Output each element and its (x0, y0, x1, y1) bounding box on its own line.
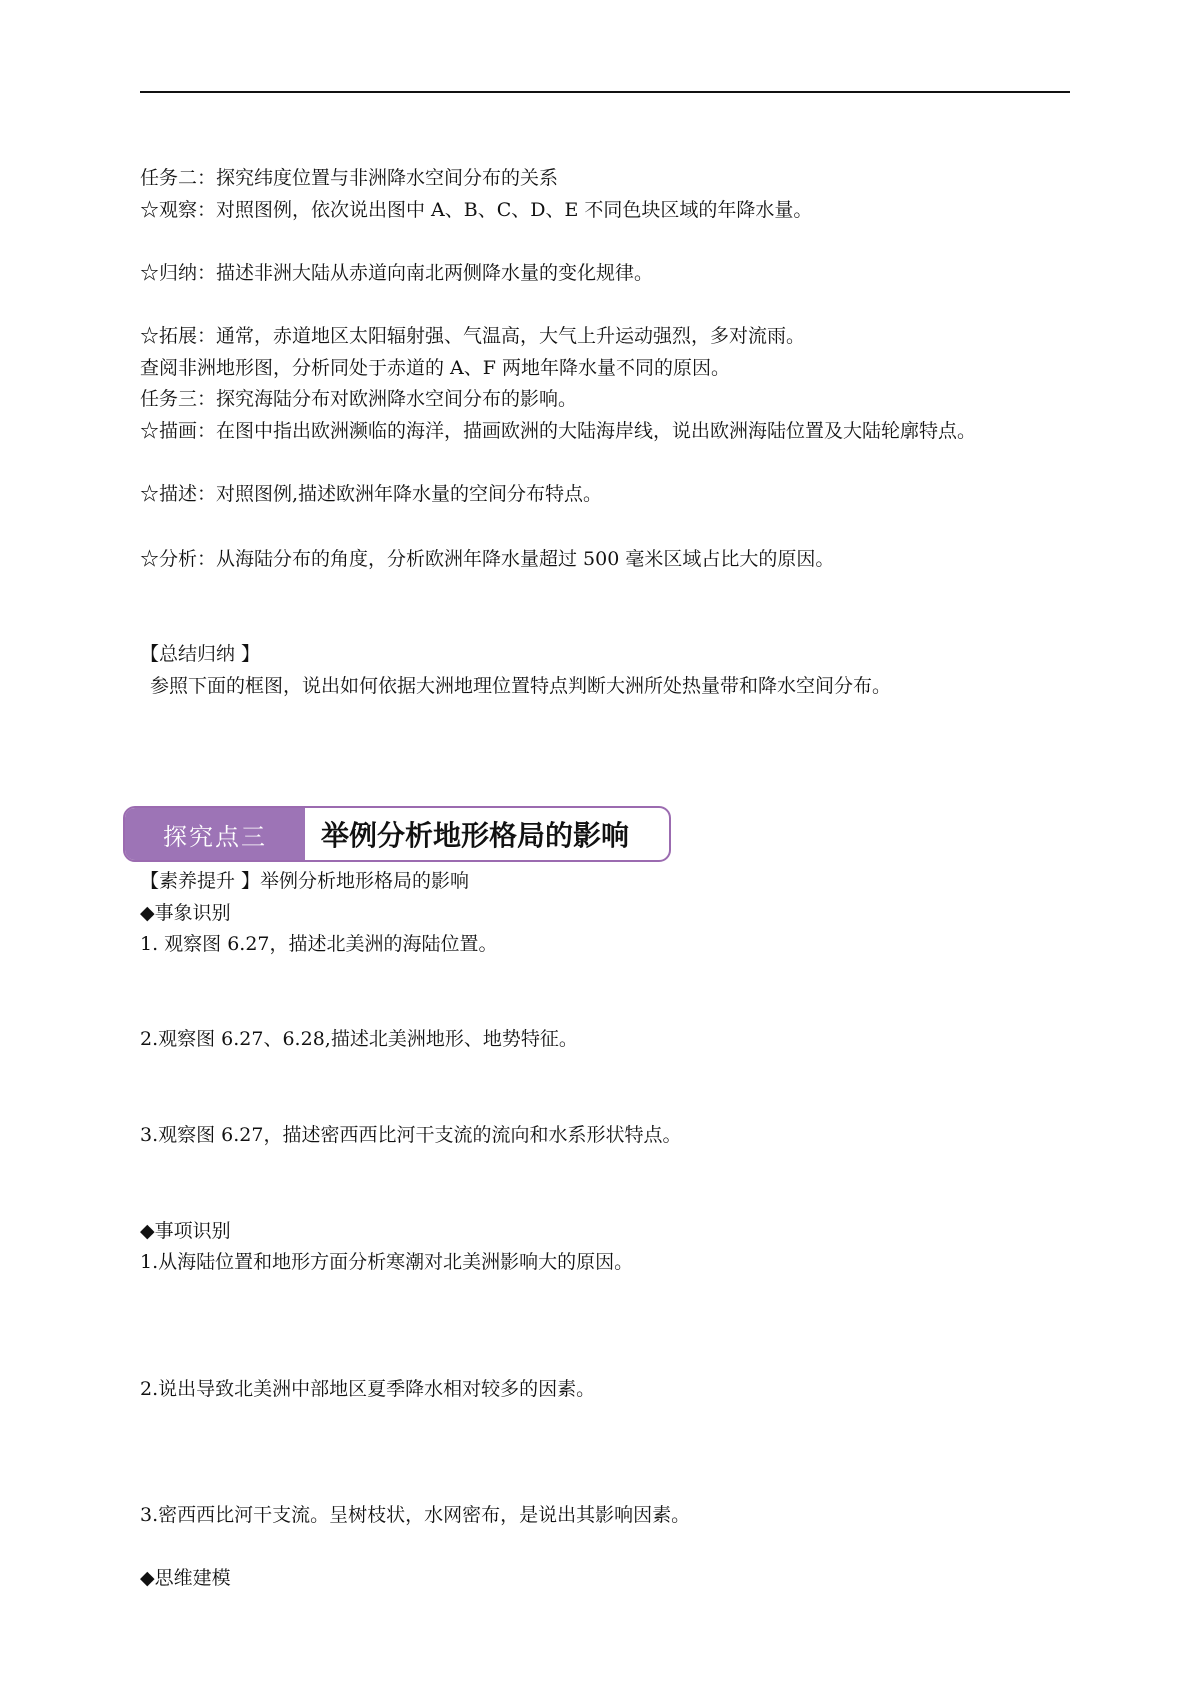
task2-title: 任务二：探究纬度位置与非洲降水空间分布的关系 (140, 167, 559, 189)
section-title: 举例分析地形格局的影响 (321, 819, 630, 852)
task3-analyze: ☆分析：从海陆分布的角度，分析欧洲年降水量超过 500 毫米区域占比大的原因。 (140, 548, 835, 570)
task2-summarize: ☆归纳：描述非洲大陆从赤道向南北两侧降水量的变化规律。 (140, 262, 654, 284)
question-2: 2.观察图 6.27、6.28,描述北美洲地形、地势特征。 (140, 1028, 578, 1050)
question-3: 3.观察图 6.27，描述密西西比河干支流的流向和水系形状特点。 (140, 1124, 682, 1146)
phenomenon-heading: ◆事象识别 (140, 902, 231, 924)
item-heading: ◆事项识别 (140, 1220, 231, 1242)
item-3: 3.密西西比河干支流。呈树枝状，水网密布，是说出其影响因素。 (140, 1504, 691, 1526)
question-1: 1. 观察图 6.27，描述北美洲的海陆位置。 (140, 933, 498, 955)
task2-extend-question: 查阅非洲地形图，分析同处于赤道的 A、F 两地年降水量不同的原因。 (140, 357, 730, 379)
model-heading: ◆思维建模 (140, 1567, 231, 1589)
item-1: 1.从海陆位置和地形方面分析寒潮对北美洲影响大的原因。 (140, 1251, 634, 1273)
section3-subheading: 【素养提升 】举例分析地形格局的影响 (140, 870, 470, 892)
section-header (123, 806, 671, 862)
task3-describe: ☆描述：对照图例,描述欧洲年降水量的空间分布特点。 (140, 483, 603, 505)
task3-draw: ☆描画：在图中指出欧洲濒临的海洋，描画欧洲的大陆海岸线，说出欧洲海陆位置及大陆轮廓特点。 (140, 420, 977, 442)
summary-text: 参照下面的框图，说出如何依据大洲地理位置特点判断大洲所处热量带和降水空间分布。 (150, 675, 892, 697)
summary-heading: 【总结归纳 】 (140, 643, 261, 665)
item-2: 2.说出导致北美洲中部地区夏季降水相对较多的因素。 (140, 1378, 596, 1400)
header-rule (140, 91, 1070, 93)
task2-observe: ☆观察：对照图例，依次说出图中 A、B、C、D、E 不同色块区域的年降水量。 (140, 199, 813, 221)
section-tag: 探究点三 (125, 808, 305, 860)
task3-title: 任务三：探究海陆分布对欧洲降水空间分布的影响。 (140, 388, 578, 410)
task2-extend: ☆拓展：通常，赤道地区太阳辐射强、气温高，大气上升运动强烈，多对流雨。 (140, 325, 806, 347)
